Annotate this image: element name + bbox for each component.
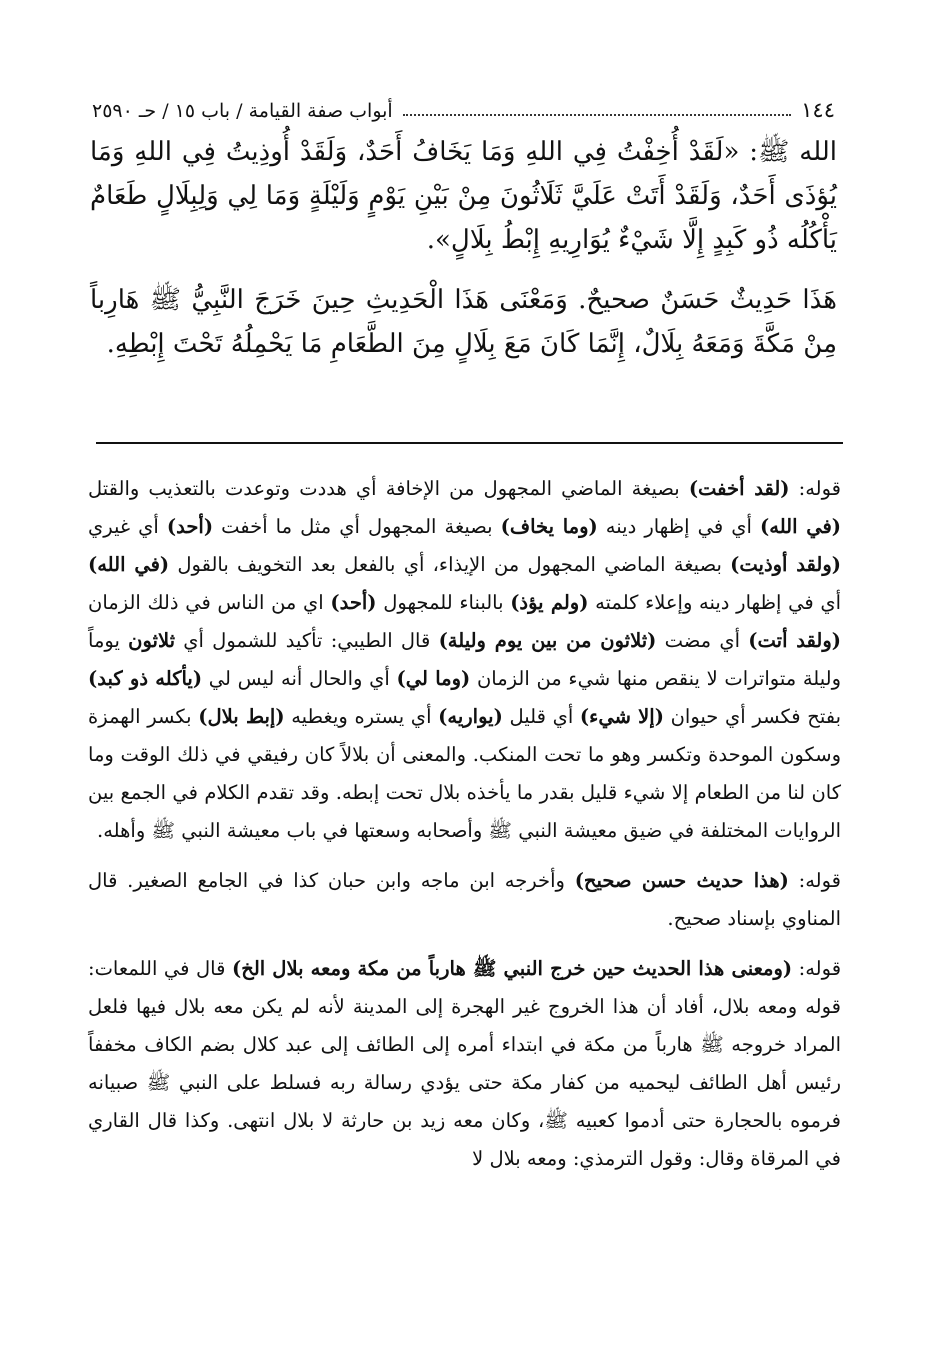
running-header <box>92 88 835 122</box>
commentary-text: أي يستره ويغطيه <box>284 705 439 728</box>
commentary-text: وأخرجه ابن ماجه وابن حبان كذا في الجامع الصغير. قال المناوي بإسناد صحيح. <box>88 869 841 930</box>
quoted-phrase: (ولقد أتت) <box>748 629 841 652</box>
commentary-text: أي مضت <box>656 629 749 652</box>
page-number: ١٤٤ <box>801 98 835 122</box>
quoted-phrase: (لقد أخفت) <box>688 477 790 500</box>
header-dotted-leader <box>403 114 791 116</box>
tirmidhi-remark: هَذَا حَدِيثٌ حَسَنٌ صحيحٌ. وَمَعْنَى هَذَا الْحَدِيثِ حِينَ خَرَجَ النَّبِيُّ ﷺ هَارِباً مِنْ مَكَّةَ وَمَعَهُ بِلَالٌ، إِنَّمَا كَانَ مَعَ بِلَالٍ مِنَ الطَّعَامِ مَا يَحْمِلُهُ تَحْتَ إِبْطِهِ. <box>90 285 837 359</box>
quoted-phrase: (إبط بلال) <box>198 705 285 728</box>
quoted-phrase: (ثلاثون من بين يوم وليلة) <box>438 629 657 652</box>
quoted-phrase: (أحد) <box>330 591 377 614</box>
running-title: أبواب صفة القيامة / باب ١٥ / حـ ٢٥٩٠ <box>92 100 393 122</box>
commentary-text: أي غيري <box>88 515 167 538</box>
commentary-text: بفتح فكسر أي حيوان <box>663 705 842 728</box>
commentary-text: بالبناء للمجهول <box>376 591 511 614</box>
hadith-text <box>90 130 837 382</box>
quoted-phrase: (ولم يؤذ) <box>510 591 589 614</box>
commentary-text: بصيغة الماضي المجهول من الإخافة أي هددت وتوعدت بالتعذيب والقتل <box>88 477 689 500</box>
commentary-text: اي من الناس في ذلك الزمان <box>88 591 331 614</box>
commentary-paragraph-3 <box>88 950 841 1178</box>
commentary-text: أي والحال أنه ليس لي <box>202 667 397 690</box>
quoted-phrase: (وما يخاف) <box>500 515 598 538</box>
quoted-phrase: (في الله) <box>760 515 841 538</box>
quoted-phrase: (يواريه) <box>438 705 503 728</box>
commentary-lead: قوله: <box>788 869 841 892</box>
commentary-lead: قوله: <box>792 957 842 980</box>
footnote-separator <box>96 442 843 444</box>
commentary-paragraph-1 <box>88 470 841 850</box>
commentary-text: قال في اللمعات: قوله ومعه بلال، أفاد أن هذا الخروج غير الهجرة إلى المدينة لأنه لم يكن معه بلال فيها فلعل المراد خروجه ﷺ هارباً من مكة في ابتداء أمره إلى الطائف إلى عبد كلال بضم الكاف مخففاً رئيس أهل الطائف ليحميه من كفار مكة حتى يؤدي رسالة ربه فسلط على النبي ﷺ صبيانه فرموه بالحجارة حتى أدموا كعبيه ﷺ، وكان معه زيد بن حارثة لا بلال انتهى. وكذا قال القاري في المرقاة وقال: وقول الترمذي: ومعه بلال لا <box>88 957 841 1170</box>
quoted-phrase: (في الله) <box>88 553 170 576</box>
quoted-phrase: (ومعنى هذا الحديث حين خرج النبي ﷺ هارباً من مكة ومعه بلال الخ) <box>232 957 793 980</box>
quoted-phrase: (وما لي) <box>396 667 471 690</box>
quoted-phrase: (أحد) <box>166 515 214 538</box>
commentary-text: أي في إظهار دينه <box>597 515 761 538</box>
hadith-paragraph: الله ﷺ: «لَقَدْ أُخِفْتُ فِي اللهِ وَمَا يَخَافُ أَحَدٌ، وَلَقَدْ أُوذِيتُ فِي اللهِ وَمَا يُؤذَى أَحَدٌ، وَلَقَدْ أَتَتْ عَلَيَّ ثَلَاثُونَ مِنْ بَيْنِ يَوْمٍ وَلَيْلَةٍ وَمَا لِي وَلِبِلَالٍ طَعَامٌ يَأْكُلُه ذُو كَبِدٍ إِلَّا شَيْءٌ يُوَارِيهِ إِبْطُ بِلَالٍ». <box>90 137 837 255</box>
quoted-phrase: ثلاثون <box>128 629 176 652</box>
commentary-lead: قوله: <box>789 477 841 500</box>
quoted-phrase: (يأكله ذو كبد) <box>88 667 203 690</box>
quoted-phrase: (هذا حديث حسن صحيح) <box>574 869 789 892</box>
commentary-text: بكسر الهمزة وسكون الموحدة وتكسر وهو ما تحت المنكب. والمعنى أن بلالاً كان رفيقي في ذلك الوقت وما كان لنا من الطعام إلا شيء قليل بقدر ما يأخذه بلال تحت إبطه. وقد تقدم الكلام في الجمع بين الروايات المختلفة في ضيق معيشة النبي ﷺ وأصحابه وسعتها في باب معيشة النبي ﷺ وأهله. <box>88 705 841 842</box>
commentary-text: بصيغة الماضي المجهول من الإيذاء، أي بالفعل بعد التخويف بالقول <box>169 553 731 576</box>
commentary-text: أي قليل <box>502 705 580 728</box>
commentary-paragraph-2 <box>88 862 841 938</box>
commentary-text: قال الطيبي: تأكيد للشمول أي <box>175 629 439 652</box>
quoted-phrase: (إلا شيء) <box>579 705 664 728</box>
quoted-phrase: (ولقد أوذيت) <box>730 553 841 576</box>
commentary-text: بصيغة المجهول أي مثل ما أخفت <box>213 515 501 538</box>
commentary <box>88 470 841 1190</box>
commentary-text: أي في إظهار دينه وإعلاء كلمته <box>588 591 842 614</box>
commentary-text: يوماً وليلة متواترات لا ينقص منها شيء من الزمان <box>88 629 841 690</box>
